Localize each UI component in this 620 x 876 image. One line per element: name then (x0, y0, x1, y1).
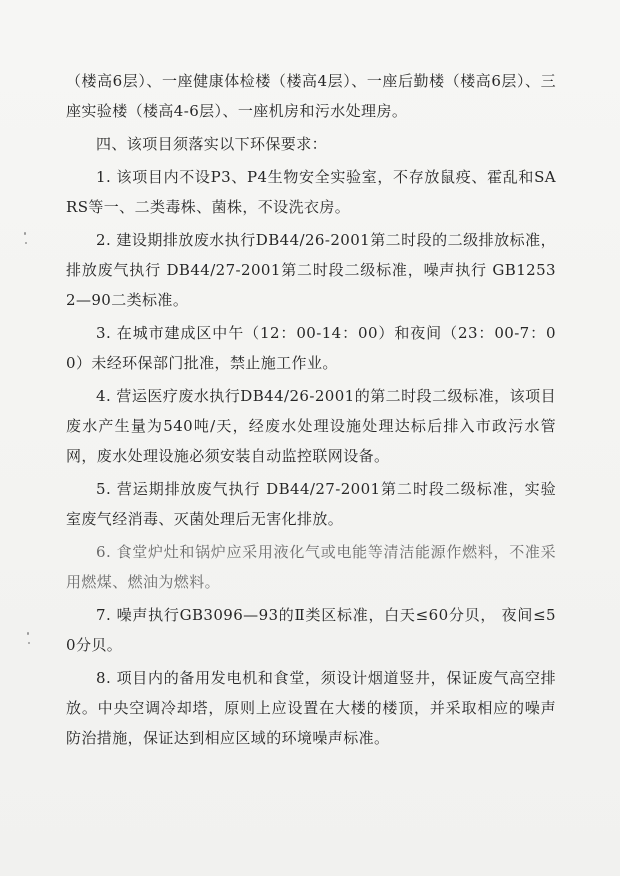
scan-speck (25, 242, 27, 244)
paragraph-item-3: 3. 在城市建成区中午（12：00-14：00）和夜间（23：00-7：00）未经环保部门批准，禁止施工作业。 (66, 324, 556, 372)
paragraph-item-8: 8. 项目内的备用发电机和食堂，须设计烟道竖井，保证废气高空排放。中央空调冷却塔，原则上应设置在大楼的楼顶，并采取相应的噪声防治措施，保证达到相应区域的环境噪声标准。 (66, 669, 556, 747)
paragraph-item-2: 2. 建设期排放废水执行DB44/26-2001第二时段的二级排放标准，排放废气执行 DB44/27-2001第二时段二级标准，噪声执行 GB12532—90二类标准。 (66, 231, 556, 309)
paragraph-section-four: 四、该项目须落实以下环保要求： (96, 135, 328, 153)
paragraph-item-6: 6. 食堂炉灶和锅炉应采用液化气或电能等清洁能源作燃料，不准采用燃煤、燃油为燃料。 (66, 543, 556, 591)
paragraph-item-4: 4. 营运医疗废水执行DB44/26-2001的第二时段二级标准，该项目废水产生量为540吨/天，经废水处理设施处理达标后排入市政污水管网，废水处理设施必须安装自动监控联网设备。 (66, 387, 556, 465)
scan-speck (27, 632, 29, 635)
scan-speck (28, 642, 30, 644)
scan-speck (24, 232, 26, 235)
paragraph-item-5: 5. 营运期排放废气执行 DB44/27-2001第二时段二级标准，实验室废气经消毒、灭菌处理后无害化排放。 (66, 480, 556, 528)
paragraph-item-1: 1. 该项目内不设P3、P4生物安全实验室，不存放鼠疫、霍乱和SARS等一、二类毒株、菌株，不设洗衣房。 (66, 168, 556, 216)
paragraph-building-list: （楼高6层）、一座健康体检楼（楼高4层）、一座后勤楼（楼高6层）、三座实验楼（楼高4-6层）、一座机房和污水处理房。 (66, 72, 556, 120)
paragraph-item-7: 7. 噪声执行GB3096—93的Ⅱ类区标准，白天≤60分贝， 夜间≤50分贝。 (66, 606, 556, 654)
document-body (66, 66, 556, 756)
